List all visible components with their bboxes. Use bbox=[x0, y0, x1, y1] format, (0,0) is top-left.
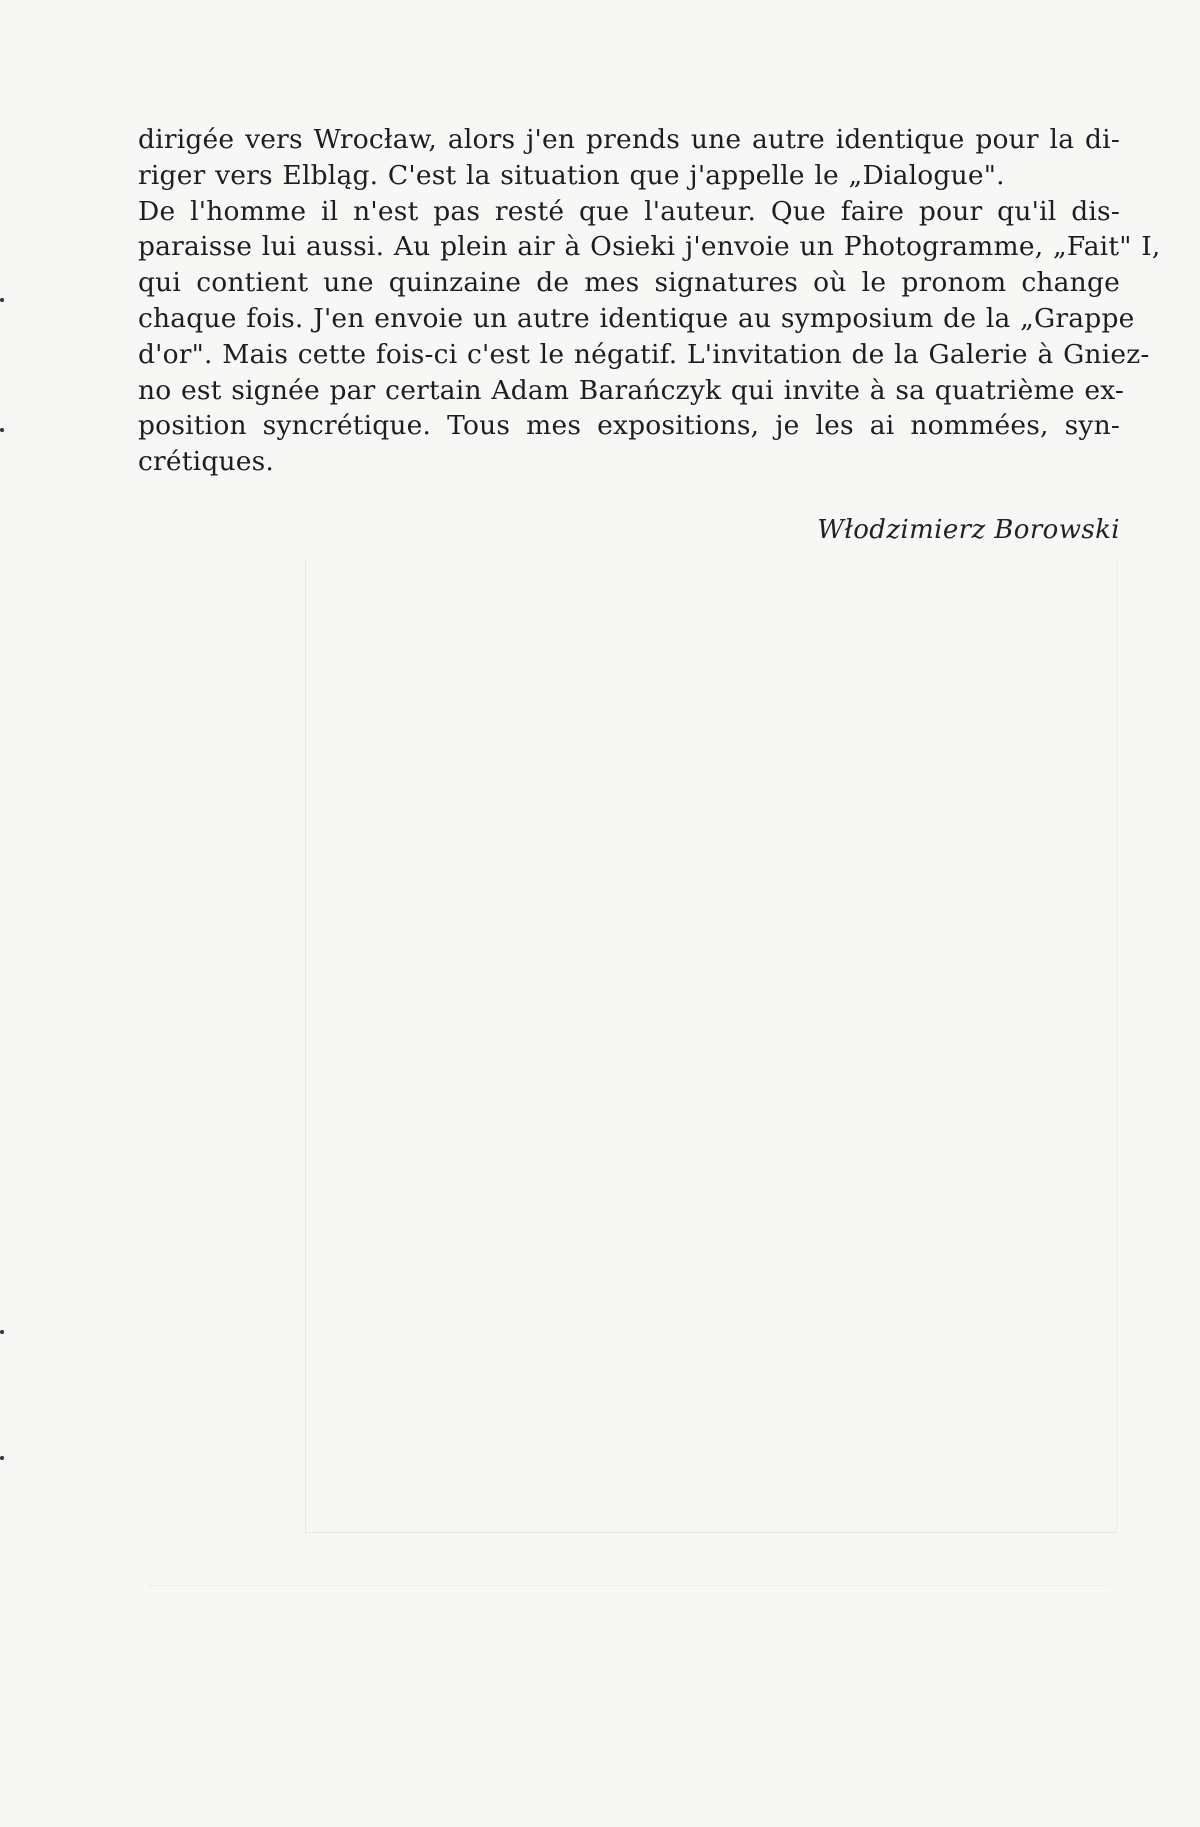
body-text bbox=[138, 122, 1161, 480]
margin-mark bbox=[0, 1456, 4, 1460]
text-line: qui contient une quinzaine de mes signatures où le pronom change bbox=[138, 267, 1120, 299]
show-through-line bbox=[150, 1585, 1110, 1586]
text-line: riger vers Elbląg. C'est la situation que j'appelle le „Dialogue". bbox=[138, 159, 1005, 191]
text-line: paraisse lui aussi. Au plein air à Osieki j'envoie un Photogramme, „Fait" I, bbox=[138, 231, 1161, 263]
text-line: no est signée par certain Adam Barańczyk qui invite à sa quatrième ex- bbox=[138, 374, 1125, 406]
paragraph-2 bbox=[138, 194, 1161, 480]
paragraph-1 bbox=[138, 122, 1120, 194]
margin-mark bbox=[0, 428, 4, 432]
text-line: crétiques. bbox=[138, 446, 275, 478]
text-line: dirigée vers Wrocław, alors j'en prends une autre identique pour la di- bbox=[138, 124, 1120, 155]
margin-mark bbox=[0, 1330, 4, 1334]
text-line: position syncrétique. Tous mes expositions, je les ai nommées, syn- bbox=[138, 410, 1120, 442]
show-through-frame bbox=[305, 560, 1117, 1533]
text-line: d'or". Mais cette fois-ci c'est le négatif. L'invitation de la Galerie à Gniez- bbox=[138, 338, 1150, 370]
text-line: chaque fois. J'en envoie un autre identique au symposium de la „Grappe bbox=[138, 302, 1135, 334]
margin-mark bbox=[0, 298, 4, 302]
author-signature: Włodzimierz Borowski bbox=[817, 515, 1120, 545]
text-line: De l'homme il n'est pas resté que l'auteur. Que faire pour qu'il dis- bbox=[138, 195, 1120, 227]
